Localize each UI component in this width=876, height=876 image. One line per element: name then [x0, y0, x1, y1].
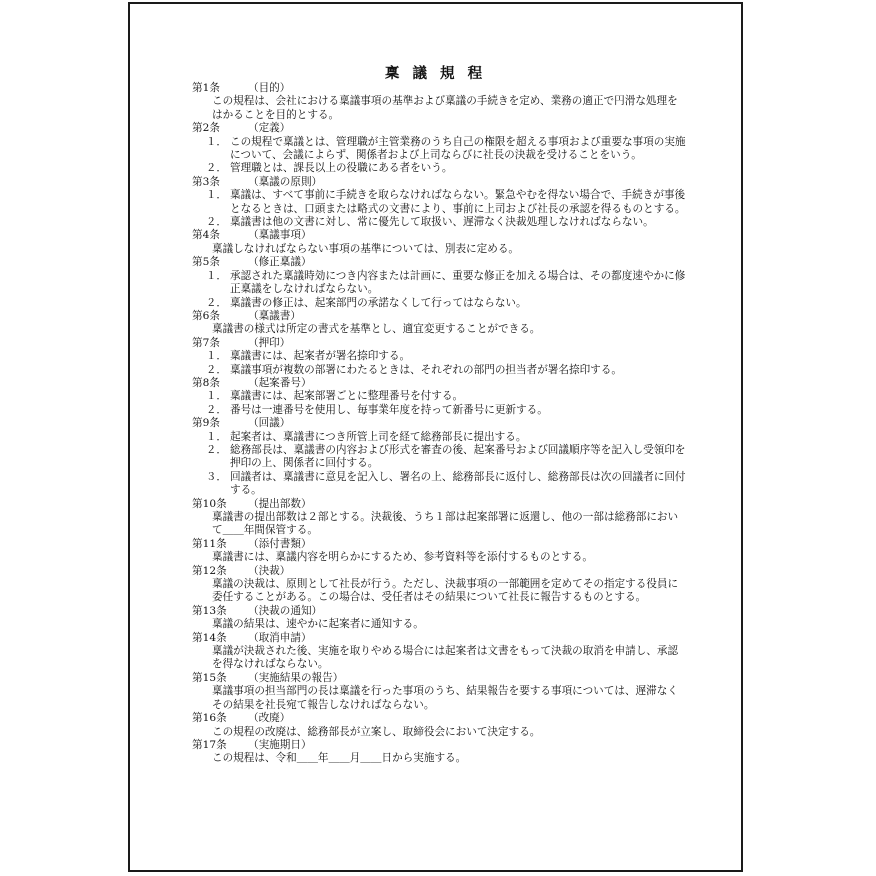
article-title: （定義） [248, 122, 291, 135]
article-heading [192, 256, 688, 269]
item-number: １． [205, 135, 227, 148]
document-page [128, 2, 743, 872]
article-item [192, 162, 688, 175]
article-heading [192, 229, 688, 242]
article-item [192, 297, 688, 310]
item-number: ２． [205, 162, 227, 175]
article-title: （稟議書） [248, 309, 301, 322]
article-title: （実施期日） [248, 738, 312, 751]
article-heading [192, 176, 688, 189]
article-paragraph: 稟議の結果は、速やかに起案者に通知する。 [212, 618, 424, 631]
article [192, 565, 688, 605]
article-heading [192, 310, 688, 323]
article-heading [192, 632, 688, 645]
article-paragraph: この規程の改廃は、総務部長が立案し、取締役会において決定する。 [212, 725, 541, 738]
article [192, 632, 688, 672]
item-number: ３． [205, 470, 227, 483]
article-heading [192, 712, 688, 725]
article-title: （回議） [248, 417, 291, 430]
article-title: （取消申請） [248, 631, 312, 644]
article-title: （稟議の原則） [248, 175, 323, 188]
article-number: 第4条 [192, 229, 220, 242]
article [192, 176, 688, 230]
item-text: 起案者は、稟議書につき所管上司を経て総務部長に提出する。 [230, 430, 527, 443]
article-title: （修正稟議） [248, 256, 312, 269]
item-text: この規程で稟議とは、管理職が主管業務のうち自己の権限を超える事項および重要な事項の実施について、会議によらず、関係者および上司ならびに社長の決裁を受けることをいう。 [230, 135, 686, 162]
article-heading [192, 417, 688, 430]
item-text: 管理職とは、課長以上の役職にある者をいう。 [230, 162, 453, 175]
article-number: 第13条 [192, 604, 227, 617]
article-number: 第2条 [192, 122, 220, 135]
item-text: 稟議書の修正は、起案部門の承諾なくして行ってはならない。 [230, 296, 527, 309]
article-number: 第15条 [192, 671, 227, 684]
article [192, 82, 688, 122]
item-text: 稟議書には、起案者が署名捺印する。 [230, 350, 411, 363]
article-paragraph: 稟議しなければならない事項の基準については、別表に定める。 [212, 242, 520, 255]
article [192, 377, 688, 417]
article-heading [192, 122, 688, 135]
article-item [192, 471, 688, 498]
item-number: １． [205, 269, 227, 282]
article-title: （改廃） [248, 712, 291, 725]
item-number: １． [205, 430, 227, 443]
item-number: ２． [205, 296, 227, 309]
article-number: 第6条 [192, 309, 220, 322]
article-title: （提出部数） [248, 497, 312, 510]
item-text: 稟議は、すべて事前に手続きを取らなければならない。緊急やむを得ない場合で、手続きが事後となるときは、口頭または略式の文書により、事前に上司および社長の承認を得るものとする。 [230, 189, 686, 215]
article-heading [192, 605, 688, 618]
article-number: 第9条 [192, 417, 220, 430]
item-text: 稟議事項が複数の部署にわたるときは、それぞれの部門の担当者が署名捺印する。 [230, 363, 622, 376]
article-number: 第11条 [192, 537, 227, 550]
item-text: 回議者は、稟議書に意見を記入し、署名の上、総務部長に返付し、総務部長は次の回議者に回付する。 [230, 470, 686, 497]
article-number: 第3条 [192, 175, 220, 188]
article-title: （決裁） [248, 564, 291, 577]
article-heading [192, 672, 688, 685]
article [192, 712, 688, 739]
article [192, 229, 688, 256]
article [192, 498, 688, 538]
article-item [192, 270, 688, 297]
article-paragraph: 稟議書には、稟議内容を明らかにするため、参考資料等を添付するものとする。 [212, 551, 593, 564]
item-number: １． [205, 189, 227, 202]
article-item [192, 390, 688, 403]
article-number: 第16条 [192, 712, 227, 725]
article-paragraph: 稟議書の様式は所定の書式を基準とし、適宜変更することができる。 [212, 323, 541, 336]
article-number: 第5条 [192, 256, 220, 269]
article-item [192, 350, 688, 363]
article-number: 第17条 [192, 738, 227, 751]
article-title: （稟議事項） [248, 229, 312, 242]
article-heading [192, 739, 688, 752]
article [192, 417, 688, 497]
article-paragraph: 稟議事項の担当部門の長は稟議を行った事項のうち、結果報告を要する事項については、遅滞なくその結果を社長宛て報告しなければならない。 [212, 685, 678, 711]
article-number: 第8条 [192, 376, 220, 389]
article-heading [192, 565, 688, 578]
article-heading [192, 377, 688, 390]
item-text: 稟議書は他の文書に対し、常に優先して取扱い、遅滞なく決裁処理しなければならない。 [230, 216, 654, 229]
article-title: （決裁の通知） [248, 604, 323, 617]
article-number: 第1条 [192, 82, 220, 94]
article-item [192, 136, 688, 163]
article-item [192, 189, 688, 216]
article-number: 第12条 [192, 564, 227, 577]
article [192, 337, 688, 377]
article [192, 310, 688, 337]
article-heading [192, 82, 688, 95]
article-paragraph: 稟議の決裁は、原則として社長が行う。ただし、決裁事項の一部範囲を定めてその指定する役員に委任することがある。この場合は、受任者はその結果について社長に報告するものとする。 [212, 578, 679, 604]
article-item [192, 444, 688, 471]
article-item [192, 404, 688, 417]
item-number: ２． [205, 216, 227, 229]
article-number: 第7条 [192, 336, 220, 349]
article-heading [192, 337, 688, 350]
item-text: 稟議書には、起案部署ごとに整理番号を付する。 [230, 390, 464, 403]
item-text: 承認された稟議時効につき内容または計画に、重要な修正を加える場合は、その都度速やかに修正稟議をしなければならない。 [230, 269, 686, 296]
article-item [192, 431, 688, 444]
document-body [192, 82, 688, 766]
article [192, 122, 688, 176]
article-title: （実施結果の報告） [248, 671, 344, 684]
item-number: １． [205, 390, 227, 403]
item-number: ２． [205, 443, 227, 456]
article-title: （押印） [248, 336, 291, 349]
item-number: １． [205, 350, 227, 363]
article-title: （起案番号） [248, 376, 312, 389]
article [192, 256, 688, 310]
article [192, 538, 688, 565]
article [192, 672, 688, 712]
document-title: 稟 議 規 程 [384, 66, 487, 82]
article-paragraph: この規程は、会社における稟議事項の基準および稟議の手続きを定め、業務の適正で円滑な処理をはかることを目的とする。 [212, 95, 678, 121]
article [192, 605, 688, 632]
item-text: 総務部長は、稟議書の内容および形式を審査の後、起案番号および回議順序等を記入し受領印を押印の上、関係者に回付する。 [230, 443, 686, 470]
item-number: ２． [205, 403, 227, 416]
article [192, 739, 688, 766]
item-text: 番号は一連番号を使用し、毎事業年度を持って新番号に更新する。 [230, 403, 548, 416]
article-paragraph: 稟議書の提出部数は２部とする。決裁後、うち１部は起案部署に返還し、他の一部は総務部において＿＿年間保管する。 [212, 511, 679, 537]
article-paragraph: この規程は、令和＿＿年＿＿月＿＿日から実施する。 [212, 752, 467, 765]
article-item [192, 216, 688, 229]
article-heading [192, 538, 688, 551]
item-number: ２． [205, 363, 227, 376]
article-heading [192, 498, 688, 511]
article-title: （目的） [248, 82, 291, 94]
article-paragraph: 稟議が決裁された後、実施を取りやめる場合には起案者は文書をもって決裁の取消を申請し、承認を得なければならない。 [212, 645, 679, 671]
article-item [192, 364, 688, 377]
article-title: （添付書類） [248, 537, 312, 550]
article-number: 第10条 [192, 497, 227, 510]
article-number: 第14条 [192, 631, 227, 644]
